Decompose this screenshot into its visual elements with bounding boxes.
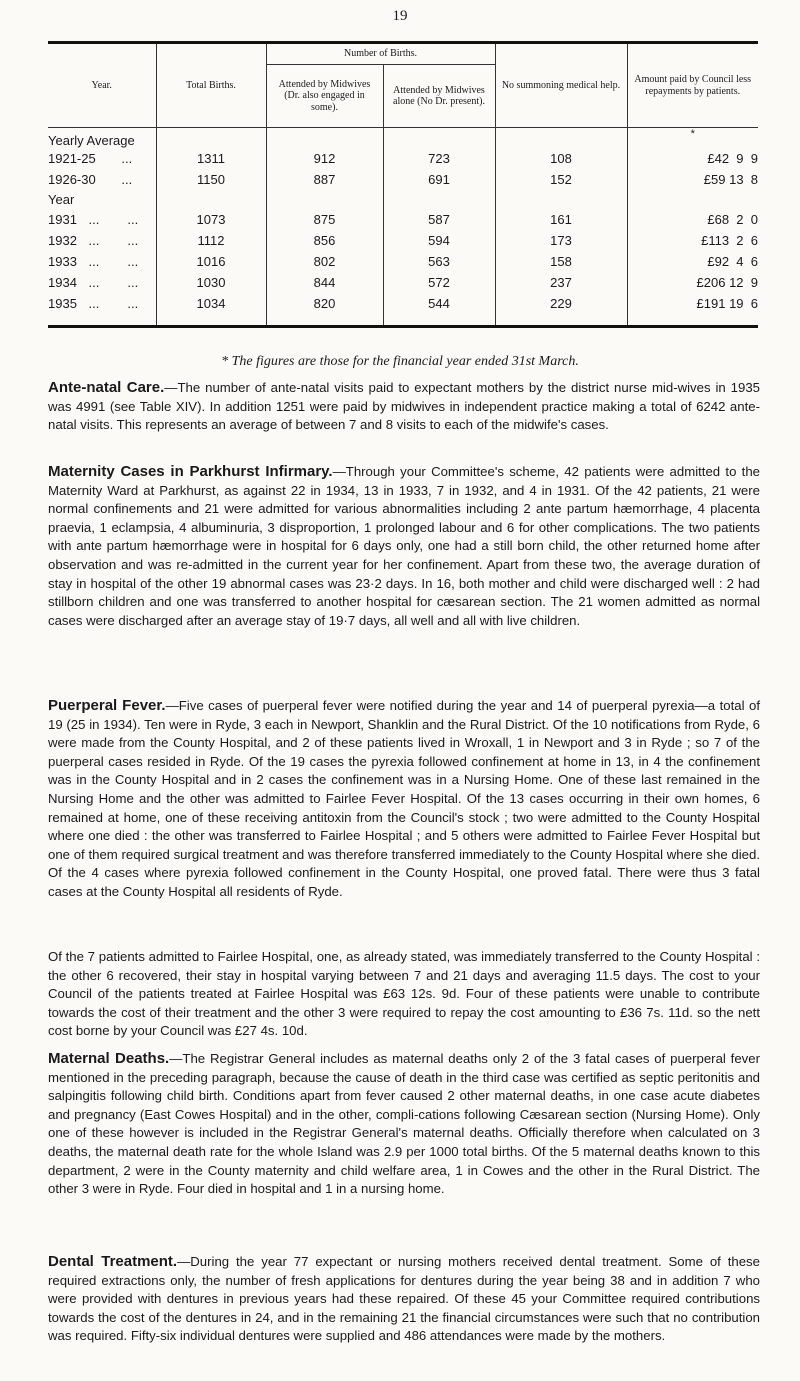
table-cell-summoning: 173 bbox=[495, 230, 627, 251]
section-year: Year bbox=[48, 192, 75, 207]
table-cell-alone: 594 bbox=[383, 230, 495, 251]
table-cell-attended: 820 bbox=[266, 293, 383, 314]
table-cell-amount: £206 12 9 bbox=[627, 272, 758, 293]
col-amount-header: Amount paid by Council less repayments by patients. bbox=[627, 43, 758, 128]
paragraph-fairlee-hospital bbox=[48, 948, 760, 1041]
col-alone-header: Attended by Midwives alone (No Dr. present). bbox=[383, 65, 495, 128]
table-cell-total: 1112 bbox=[156, 230, 266, 251]
paragraph-maternal-deaths bbox=[48, 1050, 760, 1199]
table-cell-total: 1150 bbox=[156, 169, 266, 190]
body-puerperal-fever: —Five cases of puerperal fever were notified during the year and 14 of puerperal pyrexia—a total of 19 (25 in 1934). Ten were in Ryde, 3 each in Newport, Shanklin and the Rural District. Of the 10 notifications from Ryde, 6 were made from the County Hospital, and 2 of these patients lived in Wroxall, 1 in Newport and 3 in Ryde ; so 7 of the puerperal cases resided in Ryde. Of the 19 cases the pyrexia followed confinement at home in 13, in 4 the confinement was in the County Hospital and in 2 cases the confinement was in a Nursing Home. One of these last remained in the Nursing Home and the other was admitted to Fairlee Fever Hospital. Of the 13 cases occurring in their own homes, 6 remained at home, one of these receiving antitoxin from the Council's stock ; two were admitted to the County Hospital where one died : the other was transferred to Fairlee Hospital ; and 5 others were admitted to Fairlee Fever Hospital but one of them required surgical treatment and was therefore transferred immediately to the County Hospital where she died. Of the 4 cases where pyrexia followed confinement in the County Hospital, one proved fatal. There were thus 3 fatal cases at the County Hospital all residents of Ryde. bbox=[48, 698, 761, 899]
table-row-year: 1926-30 ... bbox=[48, 172, 133, 187]
table-cell-attended: 912 bbox=[266, 148, 383, 169]
col-number-group-header: Number of Births. bbox=[266, 43, 495, 65]
table-cell-summoning: 108 bbox=[495, 148, 627, 169]
table-cell-attended: 802 bbox=[266, 251, 383, 272]
table-cell-alone: 544 bbox=[383, 293, 495, 314]
table-cell-attended: 856 bbox=[266, 230, 383, 251]
table-cell-summoning: 237 bbox=[495, 272, 627, 293]
table-cell-total: 1016 bbox=[156, 251, 266, 272]
table-row-year: 1921-25 ... bbox=[48, 151, 133, 166]
table-cell-summoning: 161 bbox=[495, 209, 627, 230]
table-cell-total: 1311 bbox=[156, 148, 266, 169]
body-dental-treatment: —During the year 77 expectant or nursing mothers received dental treatment. Some of these required extractions only, the number of fresh applications for dentures during the year being 38 and in addition 7 who were provided with dentures in previous years had these repaired. Of these 45 your Committee required contributions towards the cost of the dentures in 24, and in the remaining 21 the financial circumstances were such that no contribution was required. Fifty-six individual dentures were supplied and 486 attendances were made by the mothers. bbox=[48, 1254, 760, 1344]
table-row-year: 1933 ... ... bbox=[48, 254, 139, 269]
paragraph-dental-treatment bbox=[48, 1253, 760, 1346]
body-maternal-deaths: —The Registrar General includes as maternal deaths only 2 of the 3 fatal cases of puerperal fever mentioned in the preceding paragraph, because the cause of death in the third case was certified as septic peritonitis and salpingitis following child birth. Conditions apart from fever caused 2 other maternal deaths, in one case acute diabetes and pregnancy (East Cowes Hospital) and in the other, compli-cations following Cæsarean section (Nursing Home). Only one of these however is included in the Registrar General's maternal deaths. Officially therefore when calculated on 3 deaths, the maternal death rate for the whole Island was 2.9 per 1000 total births. Of the 5 maternal deaths known to this department, 2 were in the County maternity and child welfare area, 1 in Cowes and the other in the Rural District. The other 3 were in Ryde. Four died in hospital and 1 in a nursing home. bbox=[48, 1051, 760, 1197]
body-maternity-cases: —Through your Committee's scheme, 42 patients were admitted to the Maternity Ward at Parkhurst, as against 22 in 1934, 13 in 1933, 7 in 1932, and 4 in 1931. Of the 42 patients, 21 were normal confinements and 21 were admitted for various abnormalities including 2 ante partum hæmorrhage, 4 placenta praevia, 1 eclampsia, 4 albuminuria, 3 disproportion, 1 prolonged labour and 6 for other complications. The two patients with ante partum hæmorrhage were in hospital for 6 days only, one had a still born child, the other returned home after observation and was re-admitted in the current year for her confinement. Apart from these two, the average duration of stay in hospital of the other 19 abnormal cases was 23·2 days. In 16, both mother and child were discharged well : 2 had stillborn children and one was transferred to another hospital for cæsarean section. The 21 women admitted as normal cases were discharged after an average stay of 19·7 days, all well and all with live children. bbox=[48, 464, 760, 628]
table-cell-attended: 887 bbox=[266, 169, 383, 190]
table-cell-total: 1073 bbox=[156, 209, 266, 230]
col-summoning-header: No summoning medical help. bbox=[495, 43, 627, 128]
heading-puerperal-fever: Puerperal Fever. bbox=[48, 697, 166, 714]
table-cell-alone: 572 bbox=[383, 272, 495, 293]
table-row-year: 1932 ... ... bbox=[48, 233, 139, 248]
table-cell-amount: £113 2 6 bbox=[627, 230, 758, 251]
table-cell-total: 1030 bbox=[156, 272, 266, 293]
asterisk-mark: * bbox=[627, 128, 758, 149]
table-cell-alone: 587 bbox=[383, 209, 495, 230]
col-total-header: Total Births. bbox=[156, 43, 266, 128]
table-cell-alone: 563 bbox=[383, 251, 495, 272]
table-cell-amount: £59 13 8 bbox=[627, 169, 758, 190]
page-number: 19 bbox=[392, 8, 408, 24]
heading-maternity-cases: Maternity Cases in Parkhurst Infirmary. bbox=[48, 463, 333, 480]
table-cell-amount: £68 2 0 bbox=[627, 209, 758, 230]
heading-dental-treatment: Dental Treatment. bbox=[48, 1253, 178, 1270]
table-footnote: * The figures are those for the financial year ended 31st March. bbox=[221, 354, 579, 369]
table-cell-summoning: 152 bbox=[495, 169, 627, 190]
table-cell-alone: 691 bbox=[383, 169, 495, 190]
table-cell-alone: 723 bbox=[383, 148, 495, 169]
paragraph-puerperal-fever bbox=[48, 697, 760, 902]
col-year-header: Year. bbox=[91, 79, 112, 91]
body-ante-natal: —The number of ante-natal visits paid to expectant mothers by the district nurse mid-wives in 1935 was 4991 (see Table XIV). In addition 1251 were paid by midwives in independent practice making a total of 6242 ante-natal visits. This represents an average of between 7 and 8 visits to each of the midwife's cases. bbox=[48, 380, 760, 433]
col-attended-header: Attended by Midwives (Dr. also engaged in some). bbox=[266, 65, 383, 128]
table-cell-total: 1034 bbox=[156, 293, 266, 314]
section-yearly-average: Yearly Average bbox=[48, 133, 135, 148]
table-cell-amount: £92 4 6 bbox=[627, 251, 758, 272]
table-cell-amount: £42 9 9 bbox=[627, 148, 758, 169]
table-cell-summoning: 158 bbox=[495, 251, 627, 272]
heading-ante-natal: Ante-natal Care. bbox=[48, 379, 165, 396]
paragraph-ante-natal bbox=[48, 379, 760, 435]
table-cell-attended: 875 bbox=[266, 209, 383, 230]
table-row-year: 1931 ... ... bbox=[48, 212, 139, 227]
table-row-year: 1934 ... ... bbox=[48, 275, 139, 290]
births-table bbox=[48, 41, 758, 328]
heading-maternal-deaths: Maternal Deaths. bbox=[48, 1050, 170, 1067]
table-cell-attended: 844 bbox=[266, 272, 383, 293]
paragraph-maternity-cases bbox=[48, 463, 760, 630]
table-row-year: 1935 ... ... bbox=[48, 296, 139, 311]
table-cell-summoning: 229 bbox=[495, 293, 627, 314]
table-cell-amount: £191 19 6 bbox=[627, 293, 758, 314]
body-fairlee-hospital: Of the 7 patients admitted to Fairlee Hospital, one, as already stated, was immediately transferred to the County Hospital : the other 6 recovered, their stay in hospital varying between 7 and 21 days and averaging 11.5 days. The cost to your Council of the patients treated at Fairlee Hospital was £63 12s. 9d. Four of these patients were unable to contribute towards the cost of their treatment and the other 3 were required to repay the cost amounting to £36 7s. 11d. so the nett cost borne by your Council was £27 4s. 10d. bbox=[48, 949, 760, 1039]
